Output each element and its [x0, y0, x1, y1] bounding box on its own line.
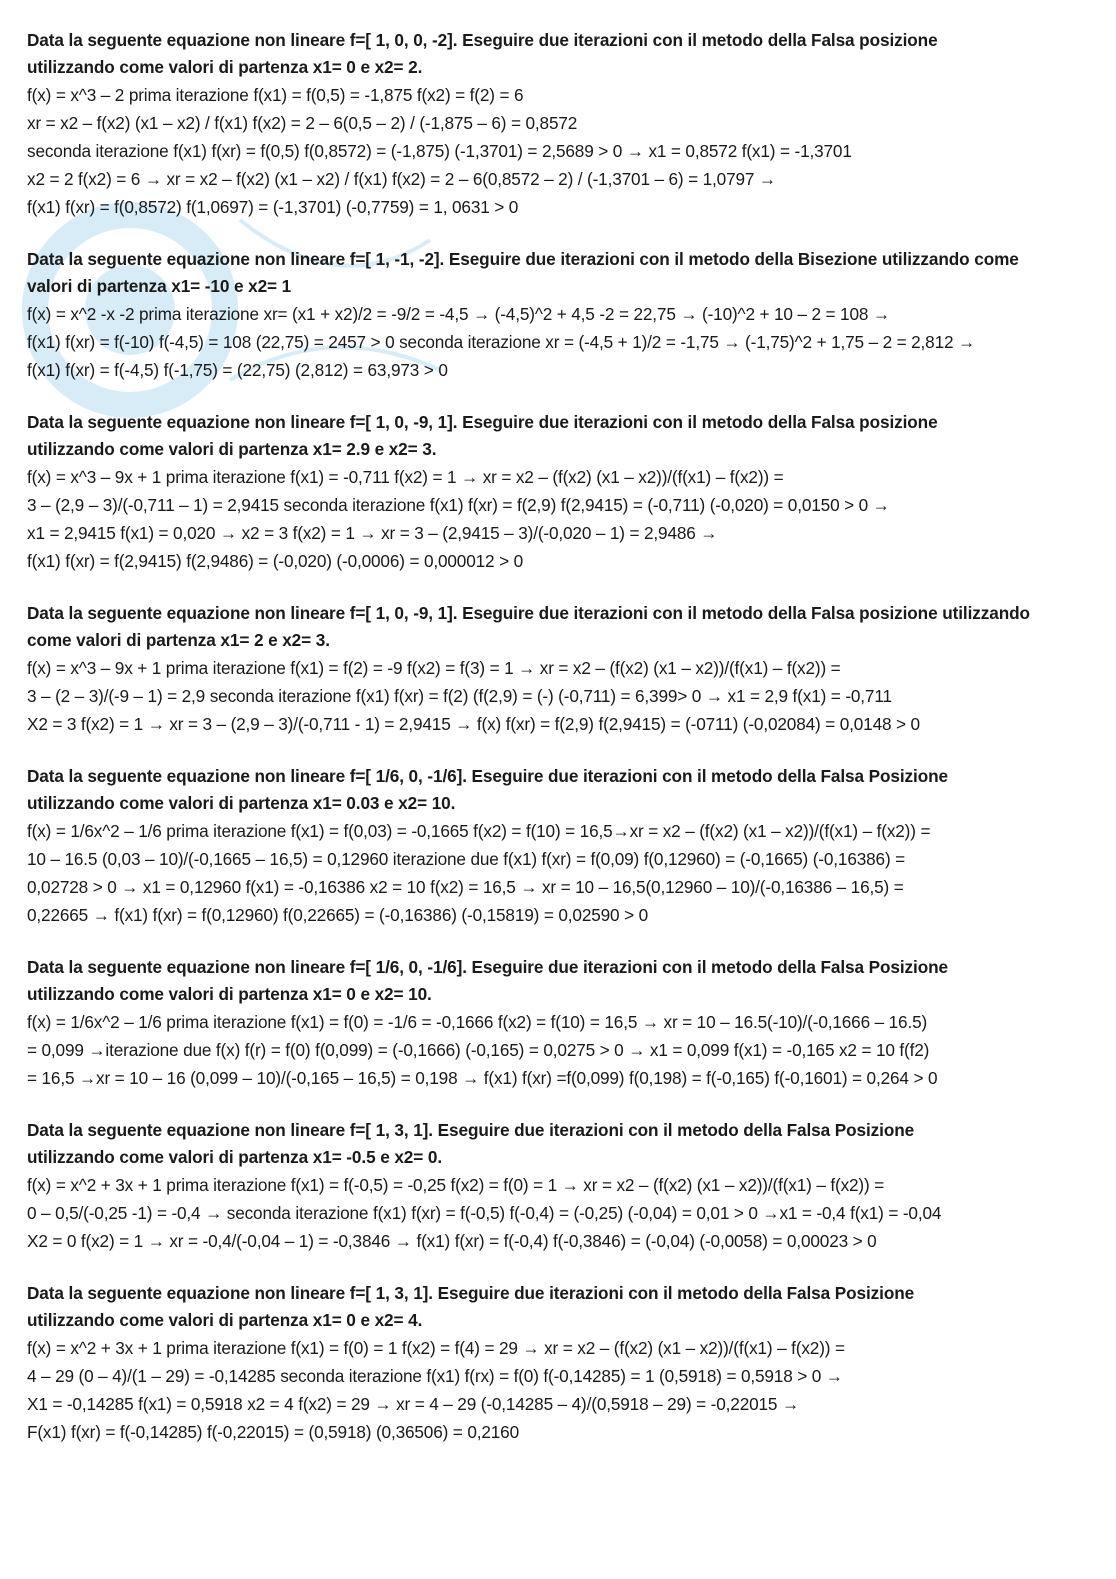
document-page — [27, 27, 1097, 1471]
solution-line: 10 – 16.5 (0,03 – 10)/(-0,1665 – 16,5) = 0,12960 iterazione due f(x1) f(xr) = f(0,09) f(0,12960) = (-0,1665) (-0,16386) = — [27, 849, 906, 869]
solution-line: f(x) = x^3 – 9x + 1 prima iterazione f(x1) = f(2) = -9 f(x2) = f(3) = 1 → xr = x2 – (f(x2) (x1 – x2))/(f(x1) – f(x2)) = — [27, 658, 841, 678]
solution-line: x2 = 2 f(x2) = 6 → xr = x2 – f(x2) (x1 – x2) / f(x1) f(x2) = 2 – 6(0,8572 – 2) / (-1,3701 – 6) = 1,0797 → — [27, 169, 776, 189]
exercise-5 — [27, 763, 1097, 929]
solution-line: f(x1) f(xr) = f(-10) f(-4,5) = 108 (22,75) = 2457 > 0 seconda iterazione xr = (-4,5 + 1)/2 = -1,75 → (-1,75)^2 + 1,75 – 2 = 2,812 → — [27, 332, 976, 352]
solution-line: f(x) = 1/6x^2 – 1/6 prima iterazione f(x1) = f(0) = -1/6 = -0,1666 f(x2) = f(10) = 16,5 → xr = 10 – 16.5(-10)/(-0,1666 – 16.5) — [27, 1012, 928, 1032]
solution-line: F(x1) f(xr) = f(-0,14285) f(-0,22015) = (0,5918) (0,36506) = 0,2160 — [27, 1422, 519, 1442]
exercise-7 — [27, 1117, 1097, 1255]
solution-line: 0,02728 > 0 → x1 = 0,12960 f(x1) = -0,16386 x2 = 10 f(x2) = 16,5 → xr = 10 – 16,5(0,12960 – 10)/(-0,16386 – 16,5) = — [27, 877, 904, 897]
solution-line: 0,22665 → f(x1) f(xr) = f(0,12960) f(0,22665) = (-0,16386) (-0,15819) = 0,02590 > 0 — [27, 905, 648, 925]
exercise-title-line: valori di partenza x1= -10 e x2= 1 — [27, 276, 292, 296]
solution-line: 4 – 29 (0 – 4)/(1 – 29) = -0,14285 seconda iterazione f(x1) f(rx) = f(0) f(-0,14285) = 1 (0,5918) = 0,5918 > 0 → — [27, 1366, 843, 1386]
exercise-title-line: Data la seguente equazione non lineare f=[ 1/6, 0, -1/6]. Eseguire due iterazioni con il metodo della Falsa Posizione — [27, 766, 948, 786]
exercise-title-line: come valori di partenza x1= 2 e x2= 3. — [27, 630, 330, 650]
solution-line: f(x) = x^3 – 2 prima iterazione f(x1) = f(0,5) = -1,875 f(x2) = f(2) = 6 — [27, 85, 524, 105]
exercise-title-line: utilizzando come valori di partenza x1= -0.5 e x2= 0. — [27, 1147, 442, 1167]
solution-line: x1 = 2,9415 f(x1) = 0,020 → x2 = 3 f(x2) = 1 → xr = 3 – (2,9415 – 3)/(-0,020 – 1) = 2,9486 → — [27, 523, 718, 543]
exercise-8 — [27, 1280, 1097, 1446]
solution-line: f(x) = x^3 – 9x + 1 prima iterazione f(x1) = -0,711 f(x2) = 1 → xr = x2 – (f(x2) (x1 – x2))/(f(x1) – f(x2)) = — [27, 467, 784, 487]
exercise-title-line: Data la seguente equazione non lineare f=[ 1, -1, -2]. Eseguire due iterazioni con il metodo della Bisezione utilizzando come — [27, 249, 1019, 269]
solution-line: X2 = 0 f(x2) = 1 → xr = -0,4/(-0,04 – 1) = -0,3846 → f(x1) f(xr) = f(-0,4) f(-0,3846) = (-0,04) (-0,0058) = 0,00023 > 0 — [27, 1231, 877, 1251]
solution-line: 3 – (2,9 – 3)/(-0,711 – 1) = 2,9415 seconda iterazione f(x1) f(xr) = f(2,9) f(2,9415) = (-0,711) (-0,020) = 0,0150 > 0 → — [27, 495, 890, 515]
exercise-title-line: Data la seguente equazione non lineare f=[ 1, 0, -9, 1]. Eseguire due iterazioni con il metodo della Falsa posizione utilizzando — [27, 603, 1030, 623]
exercise-title-line: utilizzando come valori di partenza x1= 2.9 e x2= 3. — [27, 439, 437, 459]
solution-line: f(x) = x^2 -x -2 prima iterazione xr= (x1 + x2)/2 = -9/2 = -4,5 → (-4,5)^2 + 4,5 -2 = 22,75 → (-10)^2 + 10 – 2 = 108 → — [27, 304, 890, 324]
solution-line: X2 = 3 f(x2) = 1 → xr = 3 – (2,9 – 3)/(-0,711 - 1) = 2,9415 → f(x) f(xr) = f(2,9) f(2,9415) = (-0711) (-0,02084) = 0,0148 > 0 — [27, 714, 920, 734]
exercise-4 — [27, 600, 1097, 738]
exercise-title-line: Data la seguente equazione non lineare f=[ 1, 3, 1]. Eseguire due iterazioni con il metodo della Falsa Posizione — [27, 1120, 915, 1140]
exercise-title-line: utilizzando come valori di partenza x1= 0 e x2= 4. — [27, 1310, 423, 1330]
exercise-title-line: utilizzando come valori di partenza x1= 0 e x2= 2. — [27, 57, 423, 77]
solution-line: f(x1) f(xr) = f(2,9415) f(2,9486) = (-0,020) (-0,0006) = 0,000012 > 0 — [27, 551, 523, 571]
exercise-1 — [27, 27, 1097, 221]
solution-line: f(x) = x^2 + 3x + 1 prima iterazione f(x1) = f(-0,5) = -0,25 f(x2) = f(0) = 1 → xr = x2 – (f(x2) (x1 – x2))/(f(x1) – f(x2)) = — [27, 1175, 885, 1195]
exercise-title-line: Data la seguente equazione non lineare f=[ 1/6, 0, -1/6]. Eseguire due iterazioni con il metodo della Falsa Posizione — [27, 957, 948, 977]
solution-line: xr = x2 – f(x2) (x1 – x2) / f(x1) f(x2) = 2 – 6(0,5 – 2) / (-1,875 – 6) = 0,8572 — [27, 113, 578, 133]
exercise-title-line: utilizzando come valori di partenza x1= 0 e x2= 10. — [27, 984, 432, 1004]
solution-line: f(x) = 1/6x^2 – 1/6 prima iterazione f(x1) = f(0,03) = -0,1665 f(x2) = f(10) = 16,5→xr = x2 – (f(x2) (x1 – x2))/(f(x1) – f(x2)) = — [27, 821, 931, 841]
exercise-2 — [27, 246, 1097, 384]
exercise-title-line: Data la seguente equazione non lineare f=[ 1, 0, -9, 1]. Eseguire due iterazioni con il metodo della Falsa posizione — [27, 412, 938, 432]
solution-line: seconda iterazione f(x1) f(xr) = f(0,5) f(0,8572) = (-1,875) (-1,3701) = 2,5689 > 0 → x1 = 0,8572 f(x1) = -1,3701 — [27, 141, 852, 161]
exercise-title-line: utilizzando come valori di partenza x1= 0.03 e x2= 10. — [27, 793, 456, 813]
exercise-title-line: Data la seguente equazione non lineare f=[ 1, 3, 1]. Eseguire due iterazioni con il metodo della Falsa Posizione — [27, 1283, 915, 1303]
solution-line: = 0,099 →iterazione due f(x) f(r) = f(0) f(0,099) = (-0,1666) (-0,165) = 0,0275 > 0 → x1 = 0,099 f(x1) = -0,165 x2 = 10 f(f2) — [27, 1040, 930, 1060]
solution-line: X1 = -0,14285 f(x1) = 0,5918 x2 = 4 f(x2) = 29 → xr = 4 – 29 (-0,14285 – 4)/(0,5918 – 29) = -0,22015 → — [27, 1394, 799, 1414]
exercise-3 — [27, 409, 1097, 575]
solution-line: = 16,5 →xr = 10 – 16 (0,099 – 10)/(-0,165 – 16,5) = 0,198 → f(x1) f(xr) =f(0,099) f(0,198) = f(-0,165) f(-0,1601) = 0,264 > 0 — [27, 1068, 938, 1088]
solution-line: f(x) = x^2 + 3x + 1 prima iterazione f(x1) = f(0) = 1 f(x2) = f(4) = 29 → xr = x2 – (f(x2) (x1 – x2))/(f(x1) – f(x2)) = — [27, 1338, 845, 1358]
solution-line: 0 – 0,5/(-0,25 -1) = -0,4 → seconda iterazione f(x1) f(xr) = f(-0,5) f(-0,4) = (-0,25) (-0,04) = 0,01 > 0 →x1 = -0,4 f(x1) = -0,04 — [27, 1203, 942, 1223]
solution-line: f(x1) f(xr) = f(0,8572) f(1,0697) = (-1,3701) (-0,7759) = 1, 0631 > 0 — [27, 197, 519, 217]
exercise-title-line: Data la seguente equazione non lineare f=[ 1, 0, 0, -2]. Eseguire due iterazioni con il metodo della Falsa posizione — [27, 30, 938, 50]
exercise-6 — [27, 954, 1097, 1092]
solution-line: 3 – (2 – 3)/(-9 – 1) = 2,9 seconda iterazione f(x1) f(xr) = f(2) (f(2,9) = (-) (-0,711) = 6,399> 0 → x1 = 2,9 f(x1) = -0,711 — [27, 686, 892, 706]
solution-line: f(x1) f(xr) = f(-4,5) f(-1,75) = (22,75) (2,812) = 63,973 > 0 — [27, 360, 448, 380]
